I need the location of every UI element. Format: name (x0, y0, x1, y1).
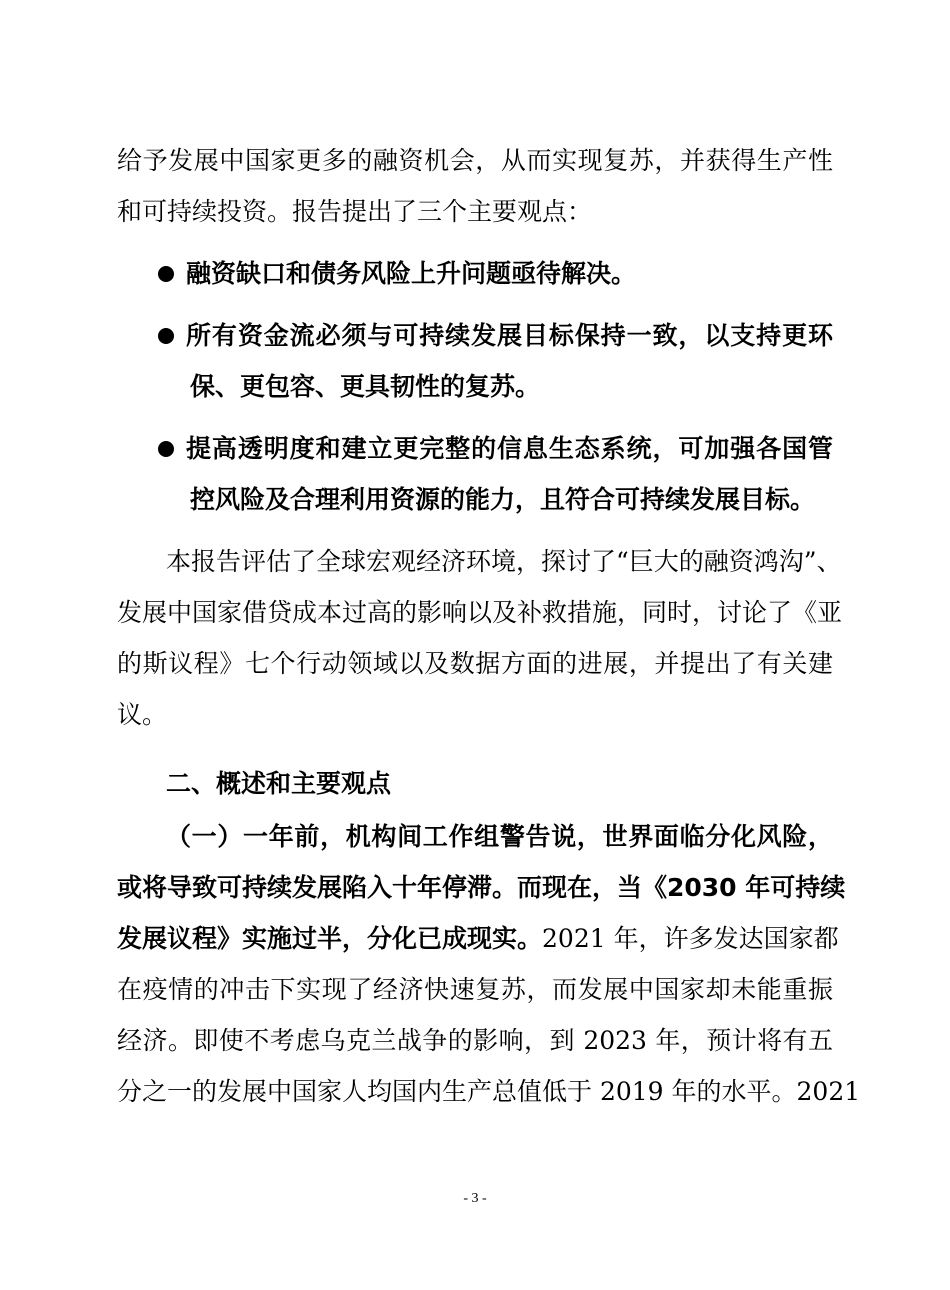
page-number: - 3 - (463, 1191, 487, 1206)
overview-line-5: 经济。即使不考虑乌克兰战争的影响，到 2023 年，预计将有五 (117, 1026, 833, 1055)
section-heading: 二、概述和主要观点 (166, 769, 392, 798)
intro-line-2: 和可持续投资。报告提出了三个主要观点： (117, 197, 593, 226)
overview-line-3-rest: 2021 年，许多发达国家都 (542, 924, 839, 953)
overview-line-3-bold: 发展议程》实施过半，分化已成现实。 (117, 924, 543, 953)
overview-line-6: 分之一的发展中国家人均国内生产总值低于 2019 年的水平。2021 (117, 1077, 861, 1106)
bullet-3-line-1: 提高透明度和建立更完整的信息生态系统，可加强各国管 (186, 434, 833, 463)
assessment-line-4: 议。 (117, 700, 168, 729)
bullet-3-line-2: 控风险及合理利用资源的能力，且符合可持续发展目标。 (190, 485, 816, 514)
bullet-dot-icon (158, 266, 174, 282)
assessment-line-1: 本报告评估了全球宏观经济环境，探讨了“巨大的融资鸿沟”、 (166, 547, 842, 576)
bullet-dot-icon (158, 441, 174, 457)
assessment-line-2: 发展中国家借贷成本过高的影响以及补救措施，同时，讨论了《亚 (117, 598, 843, 627)
bullet-dot-icon (158, 328, 174, 344)
intro-line-1: 给予发展中国家更多的融资机会，从而实现复苏，并获得生产性 (117, 146, 833, 175)
overview-line-4: 在疫情的冲击下实现了经济快速复苏，而发展中国家却未能重振 (117, 975, 833, 1004)
bullet-1-line-1: 融资缺口和债务风险上升问题亟待解决。 (186, 259, 637, 288)
bullet-2-line-2: 保、更包容、更具韧性的复苏。 (190, 372, 541, 401)
overview-line-2: 或将导致可持续发展陷入十年停滞。而现在，当《2030 年可持续 (117, 873, 846, 902)
assessment-line-3: 的斯议程》七个行动领域以及数据方面的进展，并提出了有关建 (117, 649, 833, 678)
overview-line-3 (117, 922, 839, 956)
bullet-2-line-1: 所有资金流必须与可持续发展目标保持一致，以支持更环 (186, 321, 833, 350)
overview-line-1: （一）一年前，机构间工作组警告说，世界面临分化风险， (166, 822, 833, 851)
